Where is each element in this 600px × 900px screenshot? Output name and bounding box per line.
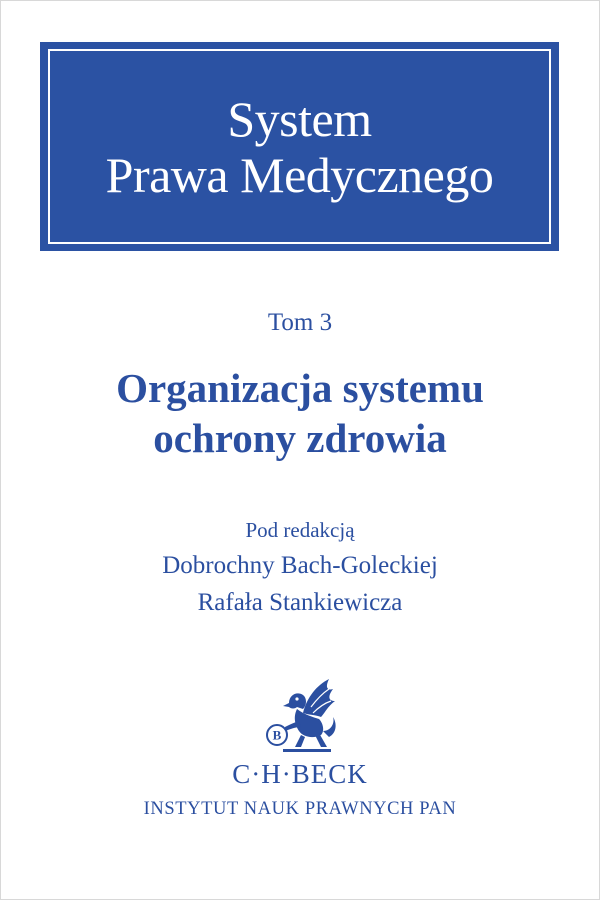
editor-name: Dobrochny Bach-Goleckiej bbox=[162, 552, 438, 579]
book-title-line-2: ochrony zdrowia bbox=[153, 415, 447, 461]
editors-intro: Pod redakcją bbox=[245, 518, 355, 542]
volume-number: Tom 3 bbox=[267, 309, 333, 336]
badge-letter: B bbox=[272, 727, 282, 743]
griffin-emblem-icon bbox=[263, 673, 341, 757]
series-title-line-2: Prawa Medycznego bbox=[105, 146, 494, 203]
editor-name: Rafała Stankiewicza bbox=[197, 589, 403, 616]
book-title-line-1: Organizacja systemu bbox=[116, 365, 484, 411]
series-title-box bbox=[40, 42, 559, 251]
editors-list bbox=[1, 547, 599, 621]
publisher-imprint: INSTYTUT NAUK PRAWNYCH PAN bbox=[143, 799, 457, 819]
publisher-name: C·H·BECK bbox=[232, 759, 368, 789]
book-title bbox=[1, 363, 599, 463]
series-title-line-1: System bbox=[227, 90, 372, 147]
series-title-frame bbox=[48, 49, 551, 244]
